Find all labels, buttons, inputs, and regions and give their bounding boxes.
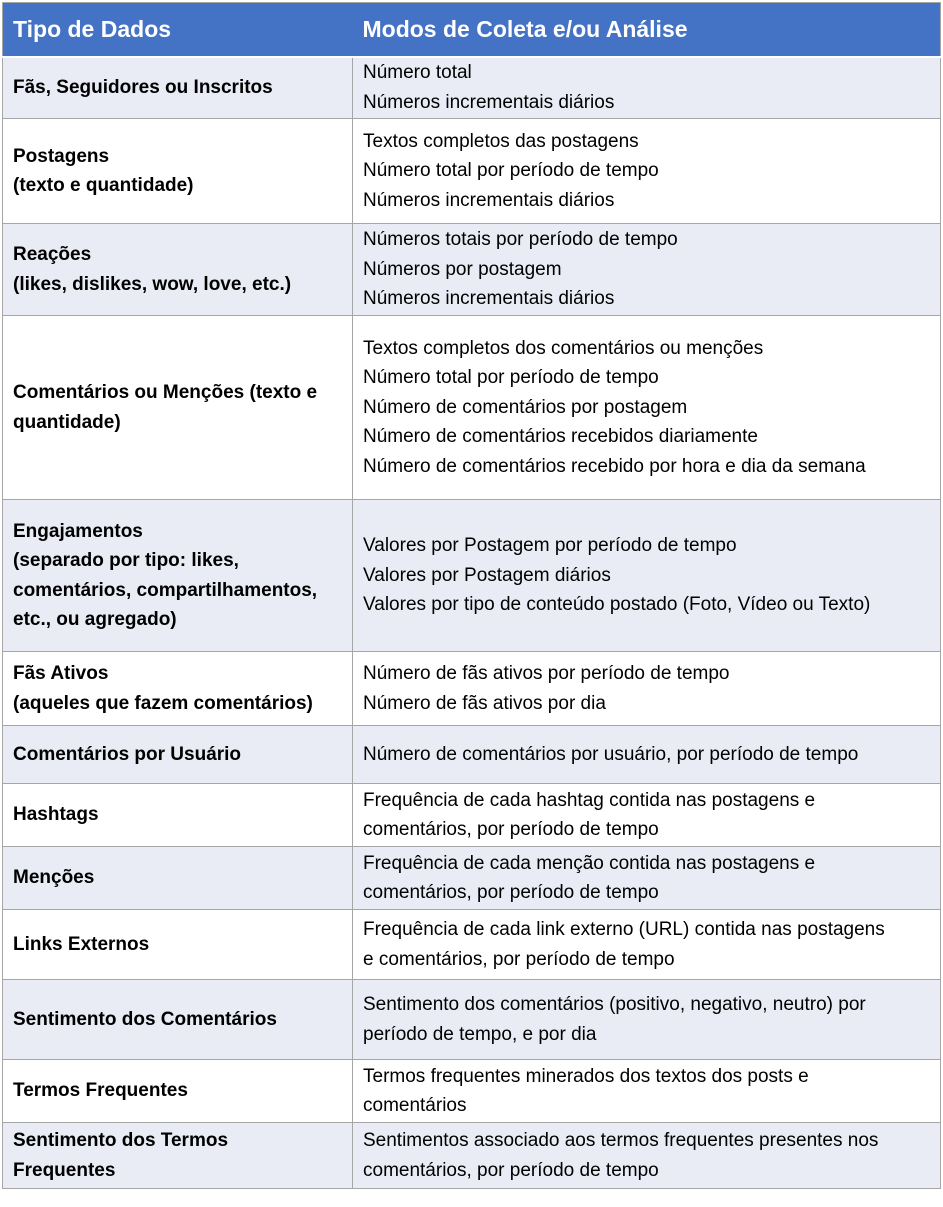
data-type-line: Fãs, Seguidores ou Inscritos: [13, 77, 273, 98]
collection-mode-line: Número total: [363, 62, 472, 84]
collection-mode-line: Textos completos dos comentários ou menções: [363, 337, 764, 359]
collection-mode-line: Número de comentários por postagem: [363, 396, 688, 418]
table-row: [3, 316, 941, 500]
header-collection-modes: Modos de Coleta e/ou Análise: [353, 3, 941, 57]
collection-mode-line: Número total por período de tempo: [363, 160, 659, 182]
collection-mode-line: período de tempo, e por dia: [363, 1023, 597, 1045]
table-row: [3, 980, 941, 1060]
data-type-line: Comentários por Usuário: [13, 743, 242, 765]
collection-mode-line: Sentimento dos comentários (positivo, negativo, neutro) por: [363, 994, 866, 1015]
collection-mode-cell: [353, 500, 941, 652]
collection-mode-line: Números totais por período de tempo: [363, 229, 678, 251]
data-type-cell: [3, 1123, 353, 1189]
collection-mode-line: Valores por Postagem por período de tempo: [363, 535, 737, 557]
data-type-line: (aqueles que fazem comentários): [13, 692, 313, 714]
table-row: [3, 847, 941, 910]
collection-mode-line: Frequência de cada link externo (URL) contida nas postagens: [363, 919, 885, 940]
table-row: [3, 1123, 941, 1189]
collection-mode-cell: [353, 57, 941, 119]
collection-mode-line: comentários, por período de tempo: [363, 882, 659, 903]
collection-mode-line: Número de fãs ativos por dia: [363, 692, 606, 714]
data-type-line: Termos Frequentes: [13, 1080, 188, 1102]
data-type-line: Hashtags: [13, 804, 99, 826]
collection-mode-line: Frequência de cada menção contida nas postagens e: [363, 852, 816, 874]
data-type-cell: [3, 119, 353, 224]
collection-mode-line: Números por postagem: [363, 258, 562, 280]
data-type-line: Postagens: [13, 145, 110, 167]
data-type-cell: [3, 500, 353, 652]
data-type-line: (texto e quantidade): [13, 175, 194, 196]
data-type-cell: [3, 726, 353, 784]
collection-mode-cell: [353, 726, 941, 784]
data-type-cell: [3, 1060, 353, 1123]
table-row: [3, 500, 941, 652]
data-type-line: Frequentes: [13, 1159, 116, 1181]
collection-mode-line: comentários, por período de tempo: [363, 819, 659, 840]
table-row: [3, 57, 941, 119]
data-type-line: etc., ou agregado): [13, 609, 177, 630]
collection-mode-line: comentários, por período de tempo: [363, 1159, 659, 1181]
collection-mode-line: Valores por tipo de conteúdo postado (Foto, Vídeo ou Texto): [363, 594, 871, 616]
data-type-line: comentários, compartilhamentos,: [13, 579, 318, 601]
collection-mode-cell: [353, 847, 941, 910]
data-type-line: Sentimento dos Comentários: [13, 1008, 277, 1030]
table-row: [3, 910, 941, 980]
collection-mode-line: Número total por período de tempo: [363, 367, 659, 389]
table-row: [3, 119, 941, 224]
table-header-row: [3, 3, 941, 57]
collection-mode-line: Número de comentários por usuário, por período de tempo: [363, 743, 859, 765]
data-type-line: Links Externos: [13, 933, 150, 955]
data-type-line: (likes, dislikes, wow, love, etc.): [13, 273, 292, 295]
collection-mode-line: Sentimentos associado aos termos frequentes presentes nos: [363, 1130, 879, 1151]
collection-mode-cell: [353, 1123, 941, 1189]
collection-mode-cell: [353, 980, 941, 1060]
data-type-cell: [3, 847, 353, 910]
collection-mode-cell: [353, 910, 941, 980]
collection-mode-line: Textos completos das postagens: [363, 130, 639, 152]
data-type-line: Sentimento dos Termos: [13, 1130, 229, 1151]
data-type-line: (separado por tipo: likes,: [13, 550, 239, 571]
data-type-line: Engajamentos: [13, 520, 143, 542]
data-type-line: Menções: [13, 867, 95, 889]
data-type-cell: [3, 652, 353, 726]
data-type-cell: [3, 910, 353, 980]
data-type-cell: [3, 784, 353, 847]
collection-mode-cell: [353, 119, 941, 224]
collection-mode-cell: [353, 224, 941, 316]
data-type-line: quantidade): [13, 411, 121, 433]
table-row: [3, 784, 941, 847]
table-row: [3, 726, 941, 784]
collection-mode-cell: [353, 1060, 941, 1123]
collection-mode-cell: [353, 784, 941, 847]
collection-mode-line: Termos frequentes minerados dos textos dos posts e: [363, 1065, 809, 1087]
collection-mode-line: e comentários, por período de tempo: [363, 948, 675, 970]
collection-mode-cell: [353, 652, 941, 726]
collection-mode-line: Número de fãs ativos por período de tempo: [363, 663, 730, 684]
collection-mode-line: comentários: [363, 1095, 467, 1116]
collection-mode-line: Números incrementais diários: [363, 91, 615, 113]
collection-mode-line: Valores por Postagem diários: [363, 564, 611, 586]
collection-mode-line: Números incrementais diários: [363, 189, 615, 211]
data-type-cell: [3, 57, 353, 119]
data-collection-table: [2, 2, 941, 1189]
collection-mode-line: Frequência de cada hashtag contida nas postagens e: [363, 789, 816, 811]
data-type-line: Comentários ou Menções (texto e: [13, 382, 318, 403]
data-type-cell: [3, 980, 353, 1060]
collection-mode-cell: [353, 316, 941, 500]
data-type-cell: [3, 224, 353, 316]
header-type-of-data: Tipo de Dados: [3, 3, 353, 57]
data-type-line: Fãs Ativos: [13, 663, 109, 684]
data-type-line: Reações: [13, 244, 92, 265]
collection-mode-line: Número de comentários recebidos diariamente: [363, 426, 758, 448]
table-row: [3, 1060, 941, 1123]
collection-mode-line: Número de comentários recebido por hora e dia da semana: [363, 455, 866, 477]
table-row: [3, 224, 941, 316]
table-row: [3, 652, 941, 726]
data-type-cell: [3, 316, 353, 500]
collection-mode-line: Números incrementais diários: [363, 288, 615, 310]
